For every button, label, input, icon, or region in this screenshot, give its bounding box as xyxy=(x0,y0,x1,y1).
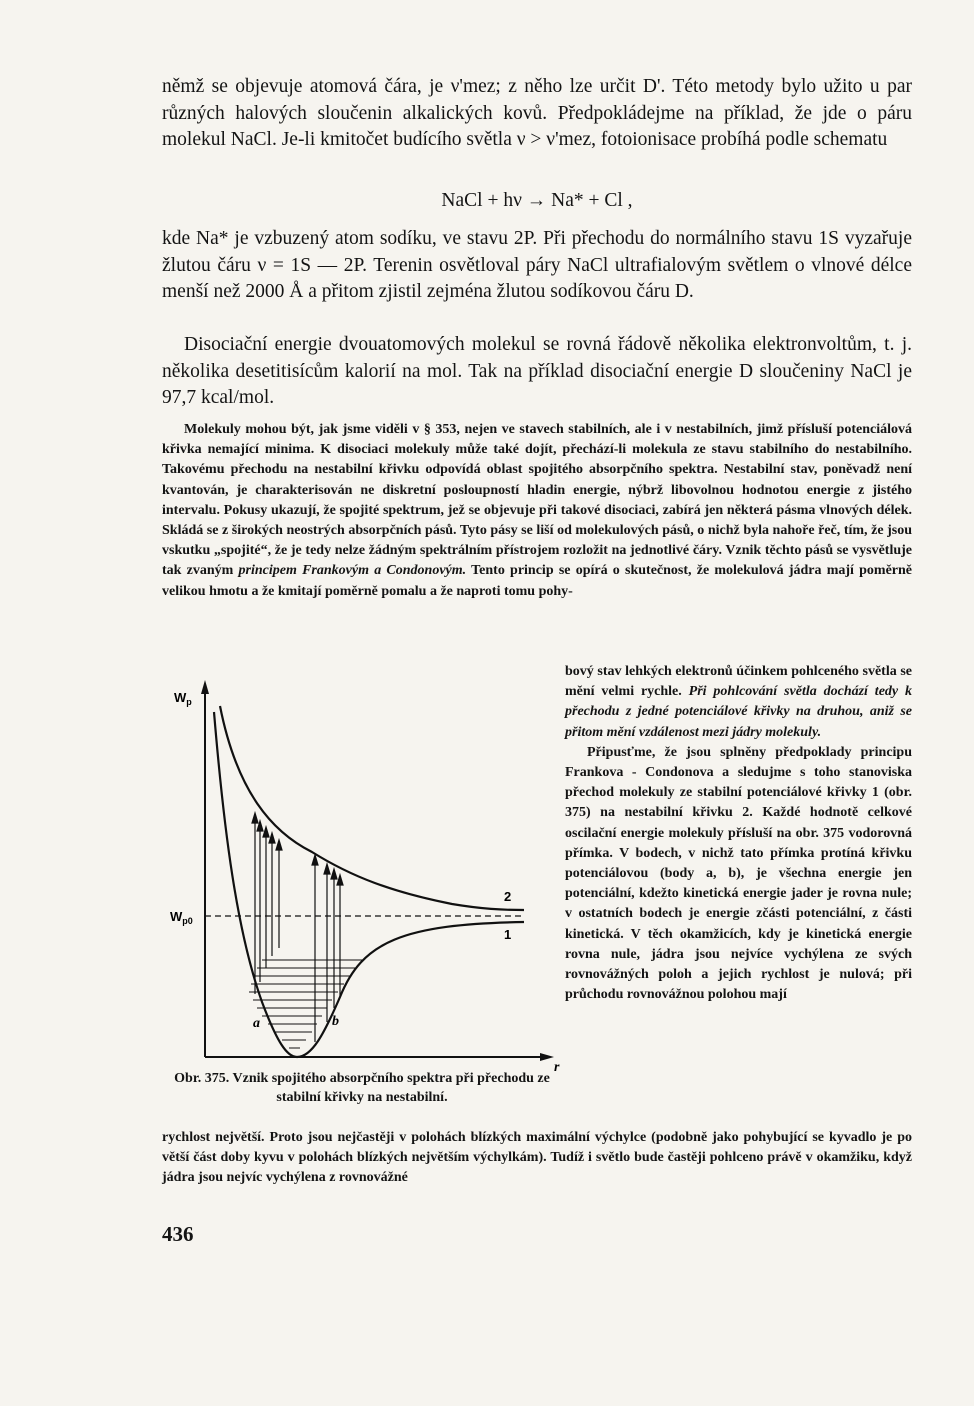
curve-1-label: 1 xyxy=(504,927,512,942)
paragraph-3 xyxy=(162,332,912,412)
y-axis-label: $W_p$ xyxy=(174,690,192,707)
paragraph-3-text: Disociační energie dvouatomových molekul se rovná řádově několika elektronvoltům, t. j. několika desetitisícům kalorií na mol. Tak na příklad disociační energie D sloučeniny NaCl je 97,7 kcal/mol. xyxy=(162,334,912,408)
bottom-paragraph: rychlost největší. Proto jsou nejčastěji v polohách blízkých maximální výchylce (podobně jako pohybující se kyvadlo je po větší část doby kyvu v polohách blízkých největším výchylkám). Tudíž i světlo bude častěji pohlceno právě v okamžiku, když jádra jsou nejvíc vychýlena z rovnovážné xyxy=(162,1130,912,1186)
small-print-block xyxy=(162,420,912,602)
vibrational-levels xyxy=(249,960,364,1048)
small-print-part-2: Tento princip se opírá o skutečnost, že molekulová jádra mají poměrně velikou hmotu a že kmitají poměrně pomalu a že naproti tomu pohy- xyxy=(162,563,912,599)
y0-label: $W_{p0}$ xyxy=(170,909,193,926)
paragraph-2-text: kde Na* je vzbuzený atom sodíku, ve stavu 2P. Při přechodu do normálního stavu 1S vyzařuje žlutou čáru ν = 1S — 2P. Terenin osvětloval páry NaCl ultrafialovým světlem o vlnové délce menší než 2000 Å a přitom zjistil zejména žlutou sodíkovou čáru D. xyxy=(162,228,912,302)
side-column-text xyxy=(565,662,912,1005)
paragraph-1-text: němž se objevuje atomová čára, je ν'mez; z něho lze určit D'. Této metody bylo užito u par různých halových sloučenin alkalických kovů. Předpokládejme na příklad, že jde o páru molekul NaCl. Je-li kmitočet budícího světla ν > ν'mez, fotoionisace probíhá podle schematu xyxy=(162,76,912,150)
figure-caption: Obr. 375. Vznik spojitého absorpčního spektra při přechodu ze stabilní křivky na nestabilní. xyxy=(174,1071,550,1105)
side-part-1: bový stav lehkých elektronů účinkem pohlceného světla se mění velmi rychle. xyxy=(565,664,912,700)
paragraph-2 xyxy=(162,226,912,306)
point-b-label: b xyxy=(332,1014,339,1029)
curve-2-label: 2 xyxy=(504,889,512,904)
page-number: 436 xyxy=(162,1222,194,1246)
potential-curves-figure xyxy=(162,672,562,1075)
small-print-part-1: Molekuly mohou být, jak jsme viděli v § 353, nejen ve stavech stabilních, ale i v nestabilních, jimž přísluší potenciálová křivka nemající minima. K disociaci molekuly může také dojít, přechází-li molekula ze stavu stabilního do nestabilního. Takovému přechodu na nestabilní křivku odpovídá oblast spojitého absorpčního spektra. Nestabilní stav, poněvadž není kvantován, je charakterisován ne diskretní posloupností hladin energie, nýbrž libovolnou hodnotou energie z jistého intervalu. Pokusy ukazují, že spojité spektrum, jež se objevuje při takové disociaci, zabírá jen některá pásma vlnových délek. Skládá se z širokých neostrých absorpčních pásů. Tyto pásy se liší od molekulových pásů, o nichž byla nahoře řeč, tím, že jsou vskutku „spojité“, že je tedy nelze žádným spektrálním přístrojem rozložit na jednotlivé čáry. Vznik těchto pásů se vysvětluje tak zvaným xyxy=(162,422,912,579)
paragraph-1 xyxy=(162,74,912,154)
franck-condon-principle-term: principem Frankovým a Condonovým. xyxy=(238,563,467,579)
x-axis-arrow xyxy=(540,1053,554,1061)
side-italic-statement: Při pohlcování světla dochází tedy k přechodu z jedné potenciálové křivky na druhou, aniž se přitom mění vzdálenost mezi jádry molekuly. xyxy=(565,684,913,740)
side-paragraph-1 xyxy=(565,662,912,743)
x-axis-label: r xyxy=(554,1060,560,1075)
reaction-formula: NaCl + hν → Na* + Cl , xyxy=(441,190,633,211)
y-axis-arrow xyxy=(201,680,209,694)
side-paragraph-2: Připusťme, že jsou splněny předpoklady principu Frankova - Condonova a sledujme s toho stanoviska přechod molekuly ze stabilní potenciálové křivky 1 (obr. 375) na nestabilní křivku 2. Každé hodnotě celkové oscilační energie molekuly přísluší na obr. 375 vodorovná přímka. V bodech, v nichž tato přímka protíná křivku potenciálovou (body a, b), je všechna energie jen potenciální, kdežto kinetická energie jader je rovna nule; v ostatních bodech je energie zčásti potenciální, z části kinetická. V těch okamžicích, kdy je kinetická energie rovna nule, jádra jsou nejvíce vychýlena ze svých rovnovážných poloh a jejich rychlost je nulová; při průchodu rovnovážnou polohou mají xyxy=(565,744,912,1003)
small-print-paragraph xyxy=(162,420,912,602)
bottom-text xyxy=(162,1128,912,1189)
point-a-label: a xyxy=(253,1016,260,1031)
